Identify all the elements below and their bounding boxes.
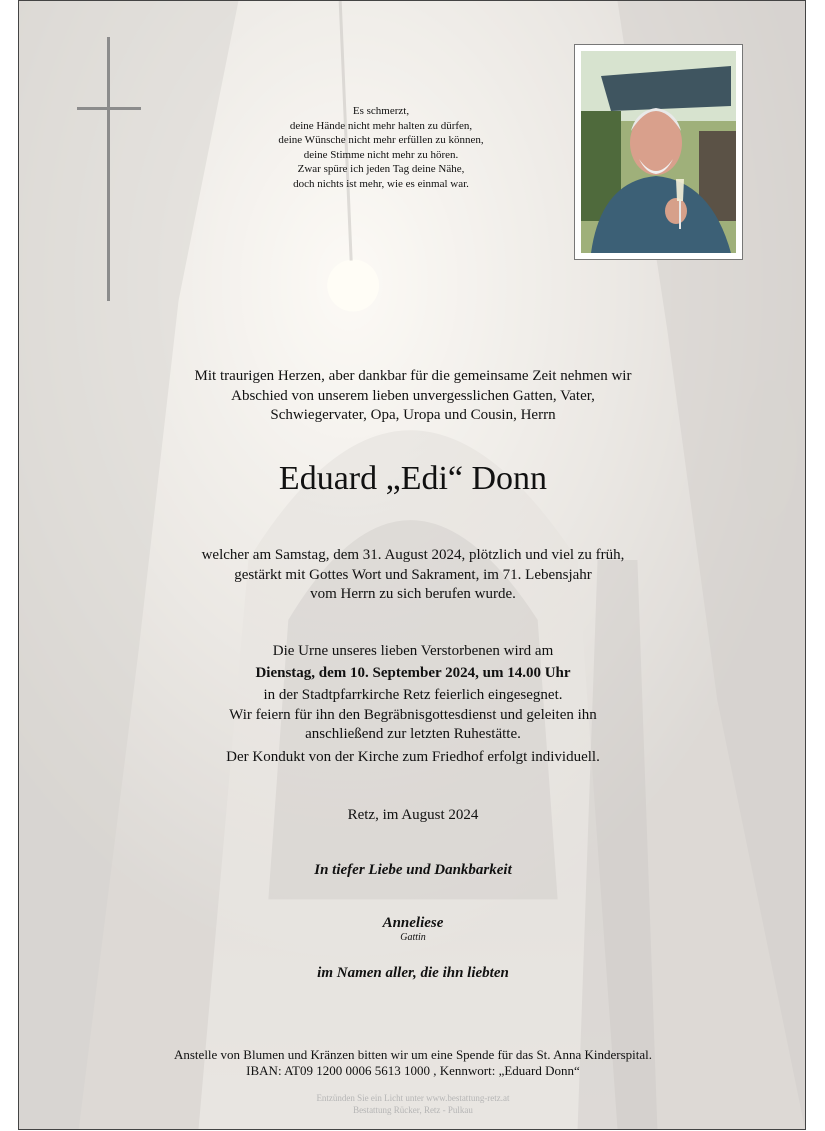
death-line: welcher am Samstag, dem 31. August 2024, plötzlich und viel zu früh, bbox=[201, 547, 625, 563]
ceremony-info bbox=[19, 642, 806, 767]
poem-line: deine Stimme nicht mehr zu hören. bbox=[303, 148, 459, 161]
intro-line: Schwiegervater, Opa, Uropa und Cousin, Herrn bbox=[270, 407, 556, 423]
footer-company: Bestattung Rücker, Retz - Pulkau bbox=[353, 1105, 473, 1115]
intro-line: Abschied von unserem lieben unvergesslichen Gatten, Vater, bbox=[231, 387, 595, 404]
intro-text bbox=[19, 367, 806, 426]
footer-link-text: Entzünden Sie ein Licht unter www.bestattung-retz.at bbox=[316, 1093, 510, 1103]
obituary-card bbox=[18, 0, 806, 1130]
poem-line: Es schmerzt, bbox=[352, 105, 410, 117]
mourner-role: Gattin bbox=[400, 932, 426, 943]
ceremony-line: Wir feiern für ihn den Begräbnisgottesdienst und geleiten ihn bbox=[229, 706, 597, 723]
donation-line: Anstelle von Blumen und Kränzen bitten wir um eine Spende für das St. Anna Kinderspital. bbox=[173, 1047, 653, 1062]
ceremony-line: in der Stadtpfarrkirche Retz feierlich eingesegnet. bbox=[263, 687, 563, 703]
place-date: Retz, im August 2024 bbox=[347, 807, 479, 823]
donation-request bbox=[19, 1047, 806, 1078]
mourner-name: Anneliese bbox=[382, 915, 444, 931]
donation-iban: IBAN: AT09 1200 0006 5613 1000 , Kennwort: „Eduard Donn“ bbox=[246, 1062, 580, 1078]
death-line: gestärkt mit Gottes Wort und Sakrament, im 71. Lebensjahr bbox=[234, 566, 592, 583]
poem-line: doch nichts ist mehr, wie es einmal war. bbox=[293, 177, 469, 190]
poem-line: deine Wünsche nicht mehr erfüllen zu können, bbox=[278, 134, 484, 146]
footer bbox=[19, 1092, 806, 1116]
portrait-frame bbox=[574, 44, 743, 260]
on-behalf-phrase: im Namen aller, die ihn liebten bbox=[317, 965, 509, 981]
deceased-name: Eduard „Edi“ Donn bbox=[278, 460, 548, 497]
ceremony-line: Die Urne unseres lieben Verstorbenen wird am bbox=[272, 643, 554, 659]
poem-line: deine Hände nicht mehr halten zu dürfen, bbox=[289, 119, 473, 132]
poem-line: Zwar spüre ich jeden Tag deine Nähe, bbox=[297, 163, 465, 175]
ceremony-date-time: Dienstag, dem 10. September 2024, um 14.00 Uhr bbox=[255, 664, 571, 681]
intro-line: Mit traurigen Herzen, aber dankbar für die gemeinsame Zeit nehmen wir bbox=[194, 368, 632, 384]
ceremony-line: Der Kondukt von der Kirche zum Friedhof erfolgt individuell. bbox=[226, 748, 600, 765]
portrait-photo bbox=[581, 51, 736, 253]
death-line: vom Herrn zu sich berufen wurde. bbox=[310, 586, 516, 602]
ceremony-line: anschließend zur letzten Ruhestätte. bbox=[305, 726, 521, 742]
closing-phrase: In tiefer Liebe und Dankbarkeit bbox=[314, 862, 512, 878]
poem bbox=[229, 104, 533, 191]
death-notice bbox=[19, 546, 806, 605]
